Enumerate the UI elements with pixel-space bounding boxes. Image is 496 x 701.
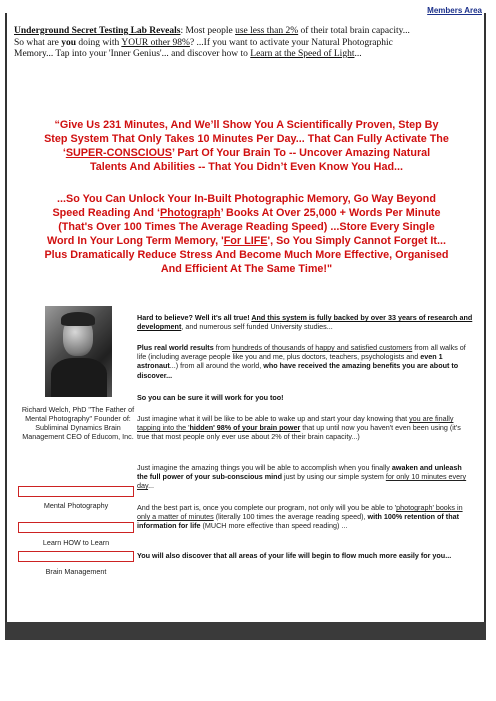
body-paragraph-1 xyxy=(137,313,473,331)
headline-primary xyxy=(44,118,449,174)
intro-text: YOUR other 98% xyxy=(121,37,190,48)
intro-text: use less than 2% xyxy=(235,26,299,36)
body-text: you are finally tapping into the ' xyxy=(137,414,454,433)
headline-text: ', So You Simply Cannot Forget It... Plus Dramatically Reduce Stress And Become Much More Effective, Organised And Efficient At The Same Time!" xyxy=(44,235,449,275)
footer-bar xyxy=(5,622,486,640)
body-text: Just imagine what it will be like to be able to wake up and start your day knowing that xyxy=(137,414,410,423)
body-text: hidden' 98% xyxy=(189,423,232,433)
nav-label-brain-management[interactable]: Brain Management xyxy=(45,567,107,576)
body-text: , and numerous self funded University studies... xyxy=(181,322,333,332)
body-text: hundreds of thousands of happy and satisfied customers xyxy=(232,343,413,352)
headline-secondary xyxy=(44,192,449,276)
intro-text: of their total brain capacity... So what are xyxy=(14,26,410,48)
headline-text: ’ Books At Over 25,000 + Words Per Minute (That's Over 100 Times The Average Reading Speed) ...Store Every Single Word In Your Long Term Memory, ' xyxy=(46,207,441,247)
body-text: So you can be sure it will work for you too! xyxy=(137,393,284,402)
body-paragraph-4 xyxy=(137,414,473,442)
body-text: Plus real world results xyxy=(137,343,214,352)
body-text: Hard to believe? Well it's all true! xyxy=(137,313,252,322)
headline-text: Photograph xyxy=(160,207,221,219)
nav-box-learn-how[interactable] xyxy=(18,522,134,533)
body-text: from all walks of life (including average people like you and me, plus doctors, teachers, psychologists and xyxy=(137,343,466,362)
body-text: Just imagine the amazing things you will be able to accomplish when you finally xyxy=(137,463,392,472)
intro-text: ? ...If you want to activate your Natural Photographic Memory... Tap into your 'Inner Genius'... and discover how to xyxy=(14,37,393,59)
body-text: awaken and unleash the full power of your sub-conscious mind xyxy=(137,463,462,482)
body-paragraph-2 xyxy=(137,343,473,380)
body-text: And this system is fully backed by over 33 years of research and development xyxy=(137,313,473,332)
intro-text: Learn at the Speed of Light xyxy=(250,49,355,59)
body-text: (literally 100 times the average reading speed), xyxy=(213,512,368,522)
body-text: for only 10 minutes every day xyxy=(137,472,467,491)
intro-lead: Underground Secret Testing Lab Reveals xyxy=(14,26,181,36)
nav-box-brain-management[interactable] xyxy=(18,551,134,562)
headline-text: SUPER-CONSCIOUS xyxy=(65,147,172,159)
body-paragraph-6 xyxy=(137,503,473,531)
body-text: who have received the amazing benefits you are about to discover... xyxy=(137,361,459,380)
body-text: from xyxy=(213,343,233,352)
author-caption: Richard Welch, PhD "The Father of Mental Photography" Founder of: Subliminal Dynamics Brain Management CEO of Educom, Inc. xyxy=(21,405,135,441)
intro-text: ... xyxy=(354,49,362,59)
body-text: even 1 astronaut xyxy=(137,352,443,371)
headline-text: ’ Part Of Your Brain To -- Uncover Amazing Natural Talents And Abilities -- That You Didn’t Even Know You Had... xyxy=(89,147,431,173)
intro-text: you xyxy=(61,37,77,48)
members-area-link[interactable]: Members Area xyxy=(427,6,482,15)
intro-text: doing with xyxy=(76,37,122,48)
body-paragraph-7 xyxy=(137,551,473,560)
headline-text: “Give Us 231 Minutes, And We’ll Show You A Scientifically Proven, Step By Step System That Only Takes 10 Minutes Per Day... That Can Fully Activate The ‘ xyxy=(44,119,449,159)
body-text: with 100% retention of that information for life xyxy=(137,512,459,531)
body-text: ... xyxy=(148,481,155,491)
author-photo xyxy=(45,306,112,397)
body-text: You will also discover that all areas of your life will begin to flow much more easily for you... xyxy=(137,551,452,560)
body-text: of your brain power xyxy=(231,423,301,433)
body-text: that up until now you haven't even been using (it's true that most people only ever use about 2% of their brain capacity...) xyxy=(137,423,461,442)
body-text: just by using our simple system xyxy=(281,472,386,482)
nav-label-mental-photography[interactable]: Mental Photography xyxy=(43,501,109,510)
intro-text: : Most people xyxy=(180,26,236,36)
headline-text: For LIFE xyxy=(223,235,268,247)
nav-label-learn-how[interactable]: Learn HOW to Learn xyxy=(42,538,110,547)
body-text: photograph' books in only a matter of minutes xyxy=(137,503,463,522)
nav-box-mental-photography[interactable] xyxy=(18,486,134,497)
intro-paragraph xyxy=(14,26,414,61)
body-text: (MUCH more effective than speed reading) ... xyxy=(200,521,348,531)
body-text: ...) from all around the world, xyxy=(169,361,264,371)
headline-text: ...So You Can Unlock Your In-Built Photographic Memory, Go Way Beyond Speed Reading And ‘ xyxy=(52,193,436,219)
body-paragraph-5 xyxy=(137,463,473,491)
body-paragraph-3 xyxy=(137,393,473,402)
body-text: And the best part is, once you complete our program, not only will you be able to ' xyxy=(137,503,397,512)
